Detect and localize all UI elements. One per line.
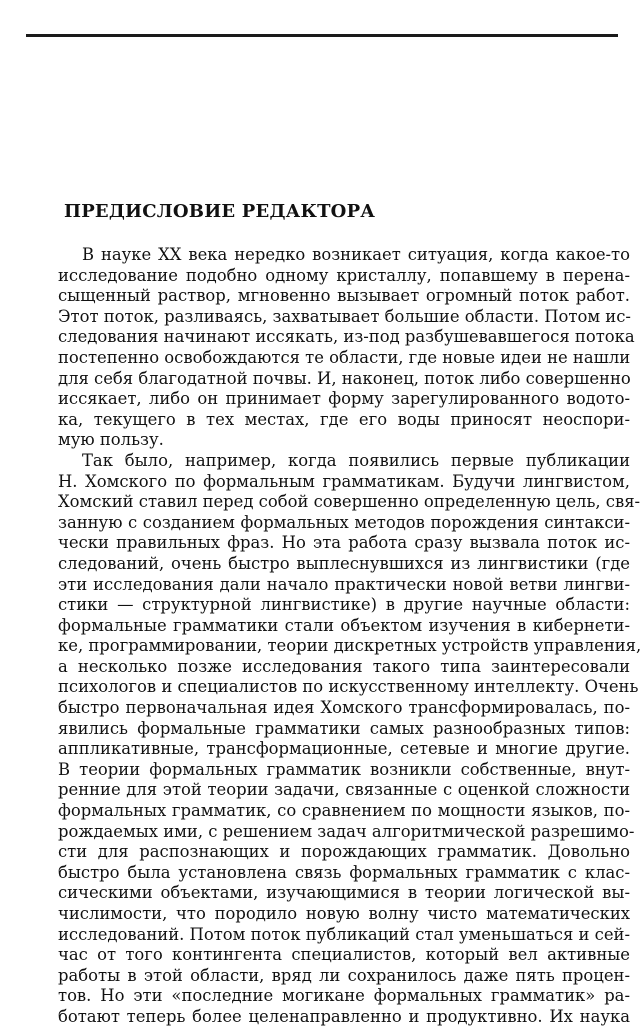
text-line: тов. Но эти «последние могикане формальных грамматик» ра- <box>58 986 630 1006</box>
text-line: Н. Хомского по формальным грамматикам. Будучи лингвистом, <box>58 471 630 491</box>
text-line: ке, программировании, теории дискретных устройств управления, <box>58 636 642 656</box>
text-line: быстро первоначальная идея Хомского трансформировалась, по- <box>58 698 630 718</box>
text-line: сти для распознающих и порождающих грамматик. Довольно <box>58 842 630 862</box>
text-line: Этот поток, разливаясь, захватывает большие области. Потом ис- <box>58 306 631 326</box>
page-title: ПРЕДИСЛОВИЕ РЕДАКТОРА <box>64 201 376 222</box>
text-line: формальных грамматик, со сравнением по мощности языков, по- <box>58 801 630 821</box>
text-line: ка, текущего в тех местах, где его воды приносят неоспори- <box>58 409 630 429</box>
body-text <box>58 245 642 1028</box>
text-line: ботают теперь более целенаправленно и продуктивно. Их наука <box>58 1006 630 1026</box>
text-line: сыщенный раствор, мгновенно вызывает огромный поток работ. <box>58 286 630 306</box>
text-line: исследование подобно одному кристаллу, попавшему в перена- <box>58 265 630 285</box>
text-line: для себя благодатной почвы. И, наконец, поток либо совершенно <box>58 368 631 388</box>
text-line: рождаемых ими, с решением задач алгоритмической разрешимо- <box>58 821 635 841</box>
text-line: Хомский ставил перед собой совершенно определенную цель, свя- <box>58 492 641 512</box>
text-line: работы в этой области, вряд ли сохранилось даже пять процен- <box>58 965 630 985</box>
text-line: В науке XX века нередко возникает ситуация, когда какое-то <box>82 245 630 264</box>
text-line: час от того контингента специалистов, который вел активные <box>58 945 630 965</box>
text-line: следований, очень быстро выплеснувшихся из лингвистики (где <box>58 553 630 573</box>
text-line: следования начинают иссякать, из-под разбушевавшегося потока <box>58 327 635 347</box>
text-line: занную с созданием формальных методов порождения синтакси- <box>58 512 630 532</box>
text-line: быстро была установлена связь формальных грамматик с клас- <box>58 862 630 882</box>
text-line: В теории формальных грамматик возникли собственные, внут- <box>58 759 630 779</box>
text-line: иссякает, либо он принимает форму зарегулированного водото- <box>58 389 630 409</box>
header-rule <box>26 34 618 37</box>
text-line: формальные грамматики стали объектом изучения в кибернети- <box>58 615 630 635</box>
text-line: мую пользу. <box>58 430 164 450</box>
text-line: чески правильных фраз. Но эта работа сразу вызвала поток ис- <box>58 533 630 553</box>
text-line: постепенно освобождаются те области, где новые идеи не нашли <box>58 347 631 367</box>
text-line: стики — структурной лингвистике) в другие научные области: <box>58 595 630 615</box>
text-line: психологов и специалистов по искусственному интеллекту. Очень <box>58 677 639 697</box>
text-line: исследований. Потом поток публикаций стал уменьшаться и сей- <box>58 924 630 944</box>
text-line: ренние для этой теории задачи, связанные с оценкой сложности <box>58 780 630 800</box>
text-line: сическими объектами, изучающимися в теории логической вы- <box>58 883 630 903</box>
text-line: аппликативные, трансформационные, сетевые и многие другие. <box>58 739 630 759</box>
text-line: эти исследования дали начало практически новой ветви лингви- <box>58 574 630 594</box>
text-line: а несколько позже исследования такого типа заинтересовали <box>58 656 630 676</box>
text-line: числимости, что породило новую волну чисто математических <box>58 904 630 923</box>
text-line: Так было, например, когда появились первые публикации <box>82 450 630 470</box>
text-line: явились формальные грамматики самых разнообразных типов: <box>58 718 630 738</box>
